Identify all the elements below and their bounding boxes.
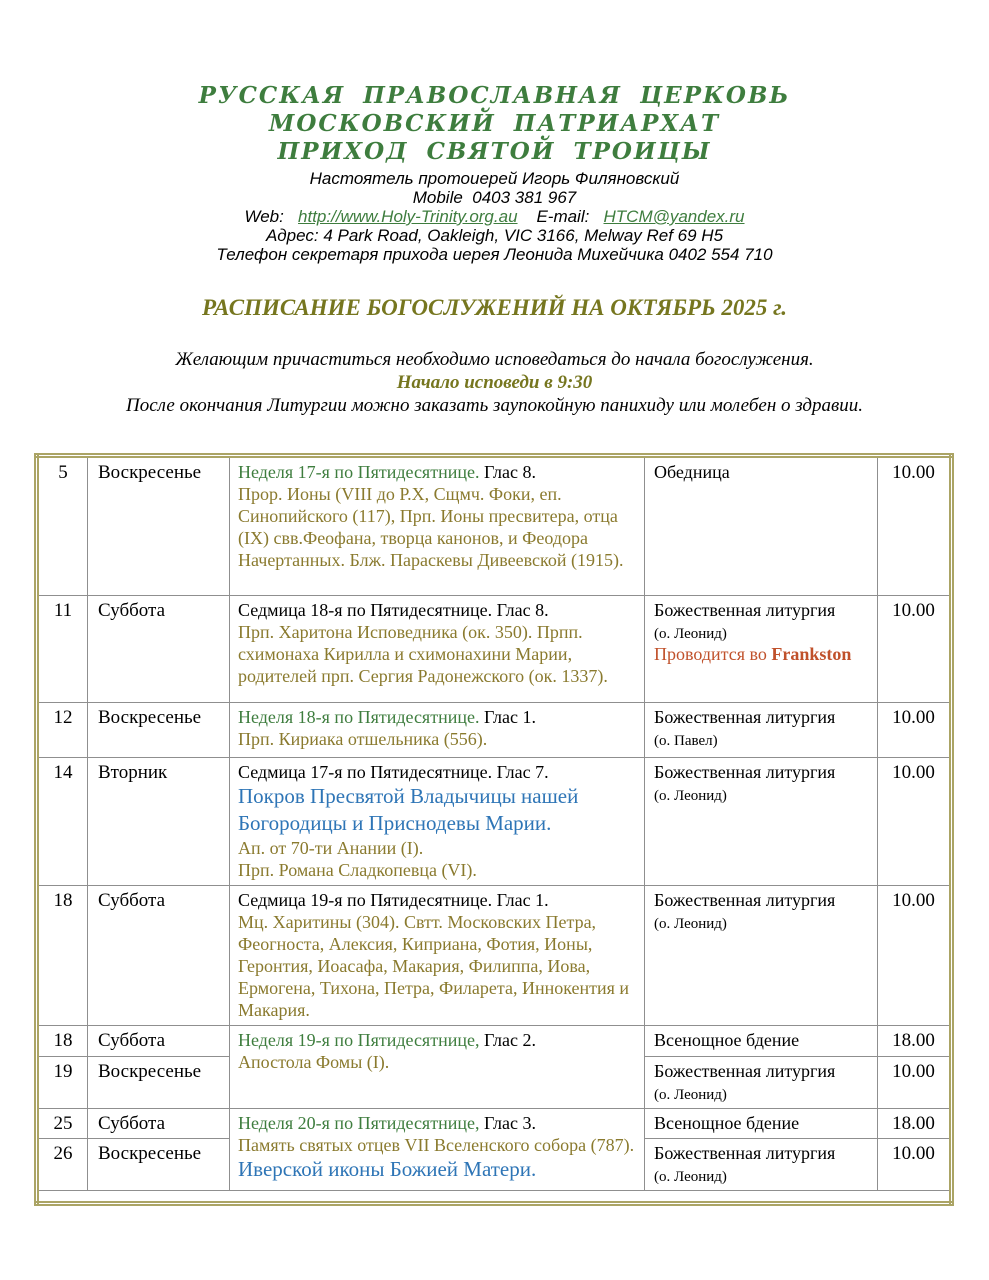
description-cell: Седмица 18-я по Пятидесятнице. Глас 8. Прп. Харитона Исповедника (ок. 350). Прпп. схимонаха Кирилла и схимонахини Марии, родителей прп. Сергия Радонежского (ок. 1337). [230,596,645,703]
table-bottom-strip-row [37,1191,952,1204]
date-cell: 12 [37,703,88,758]
web-label: Web: [244,207,299,226]
note-confession-time: Начало исповеди в 9:30 [396,372,593,393]
schedule-row [37,1109,952,1139]
day-cell: Воскресенье [88,703,230,758]
description-cell: Неделя 19-я по Пятидесятнице, Глас 2. Апостола Фомы (I). [230,1026,645,1109]
schedule-row [37,758,952,886]
description-cell: Неделя 17-я по Пятидесятнице. Глас 8. Прор. Ионы (VIII до Р.Х, Сщмч. Фоки, еп. Синопийского (117), Прп. Ионы пресвитера, отца (IX) свв.Феофана, творца канонов, и Феодора Начертанных. Блж. Параскевы Дивеевской (1915). [230,456,645,596]
time-cell: 10.00 [878,886,952,1026]
date-cell: 18 [37,886,88,1026]
notes-block [0,348,989,417]
service-cell: Божественная литургия (о. Леонид) [645,886,878,1026]
church-header [0,82,989,264]
service-cell: Обедница [645,456,878,596]
time-cell: 10.00 [878,1139,952,1191]
time-cell: 10.00 [878,596,952,703]
church-name-line-1: РУССКАЯ ПРАВОСЛАВНАЯ ЦЕРКОВЬ [198,82,791,109]
day-cell: Воскресенье [88,456,230,596]
service-cell: Всенощное бдение [645,1026,878,1057]
time-cell: 18.00 [878,1026,952,1057]
day-cell: Суббота [88,1026,230,1057]
time-cell: 10.00 [878,758,952,886]
schedule-row [37,596,952,703]
date-cell: 11 [37,596,88,703]
date-cell: 19 [37,1057,88,1109]
day-cell: Суббота [88,596,230,703]
time-cell: 18.00 [878,1109,952,1139]
service-cell: Божественная литургия (о. Леонид) [645,1057,878,1109]
service-cell: Божественная литургия (о. Леонид) [645,1139,878,1191]
church-name-line-3: ПРИХОД СВЯТОЙ ТРОИЦЫ [277,138,712,165]
address-line: Адрес: 4 Park Road, Oakleigh, VIC 3166, Melway Ref 69 H5 [265,226,724,245]
email-link[interactable]: HTCM@yandex.ru [603,207,745,226]
schedule-row [37,703,952,758]
description-cell: Седмица 19-я по Пятидесятнице. Глас 1. Мц. Харитины (304). Свтт. Московских Петра, Феогноста, Алексия, Киприана, Фотия, Ионы, Геронтия, Иоасафа, Макария, Филиппа, Иова, Ермогена, Тихона, Петра, Филарета, Иннокентия и Макария. [230,886,645,1026]
day-cell: Воскресенье [88,1057,230,1109]
date-cell: 14 [37,758,88,886]
time-cell: 10.00 [878,456,952,596]
description-cell: Седмица 17-я по Пятидесятнице. Глас 7. Покров Пресвятой Владычицы нашей Богородицы и Приснодевы Марии. Ап. от 70-ти Анании (I). Прп. Романа Сладкопевца (VI). [230,758,645,886]
day-cell: Суббота [88,1109,230,1139]
email-label: E-mail: [536,207,604,226]
date-cell: 25 [37,1109,88,1139]
schedule-row [37,886,952,1026]
description-cell: Неделя 20-я по Пятидесятнице, Глас 3. Память святых отцев VII Вселенского собора (787). Иверской иконы Божией Матери. [230,1109,645,1191]
note-after-liturgy: После окончания Литургии можно заказать заупокойную панихиду или молебен о здравии. [125,395,864,416]
service-cell: Божественная литургия (о. Павел) [645,703,878,758]
note-confession: Желающим причаститься необходимо исповедаться до начала богослужения. [175,349,814,370]
rector-line: Настоятель протоиерей Игорь Филяновский [309,169,680,188]
day-cell: Суббота [88,886,230,1026]
website-link[interactable]: http://www.Holy-Trinity.org.au [298,207,518,226]
day-cell: Воскресенье [88,1139,230,1191]
web-email-line [0,207,989,226]
church-name-line-2: МОСКОВСКИЙ ПАТРИАРХАТ [268,110,721,137]
schedule-row [37,1026,952,1057]
schedule-table [34,453,954,1206]
time-cell: 10.00 [878,1057,952,1109]
secretary-line: Телефон секретаря прихода иерея Леонида Михейчика 0402 554 710 [216,245,773,264]
service-cell: Всенощное бдение [645,1109,878,1139]
link-gap [518,207,537,226]
date-cell: 5 [37,456,88,596]
mobile-line: Mobile 0403 381 967 [412,188,577,207]
date-cell: 26 [37,1139,88,1191]
time-cell: 10.00 [878,703,952,758]
bottom-strip [37,1191,952,1204]
service-cell: Божественная литургия (о. Леонид) [645,758,878,886]
date-cell: 18 [37,1026,88,1057]
schedule-title: РАСПИСАНИЕ БОГОСЛУЖЕНИЙ НА ОКТЯБРЬ 2025 г. [201,295,788,320]
service-cell: Божественная литургия (о. Леонид) Проводится во Frankston [645,596,878,703]
description-cell: Неделя 18-я по Пятидесятнице. Глас 1. Прп. Кириака отшельника (556). [230,703,645,758]
day-cell: Вторник [88,758,230,886]
contact-block [0,169,989,264]
schedule-table-wrapper [34,453,989,1206]
schedule-row [37,456,952,596]
